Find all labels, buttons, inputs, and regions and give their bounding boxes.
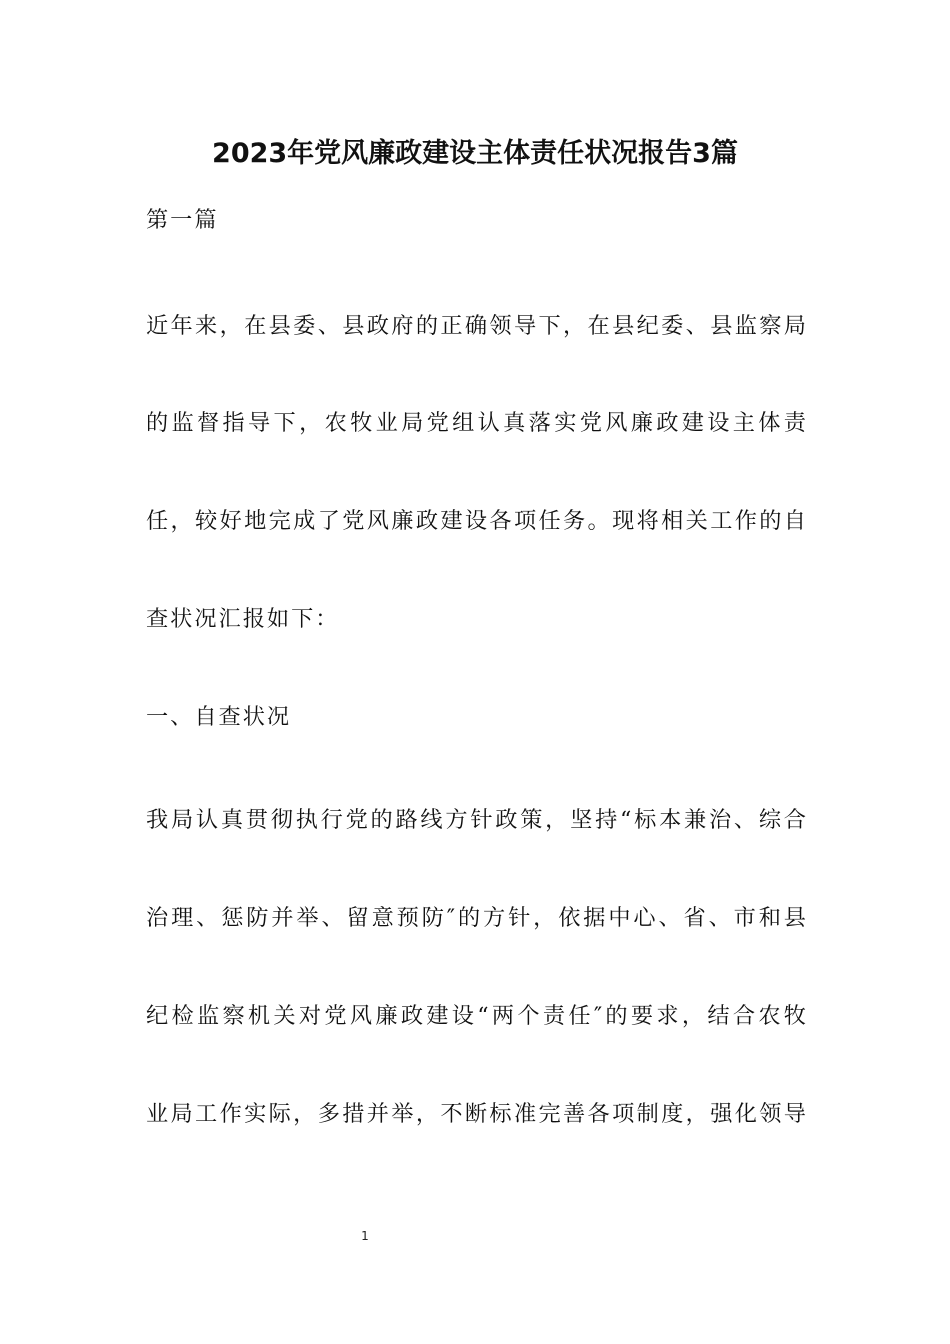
document-title: 2023年党风廉政建设主体责任状况报告3篇 xyxy=(212,138,738,169)
paragraph-line: 纪检监察机关对党风廉政建设“两个责任″的要求，结合农牧 xyxy=(146,1003,806,1029)
paragraph-line: 的监督指导下，农牧业局党组认真落实党风廉政建设主体责 xyxy=(146,410,806,436)
page-number: 1 xyxy=(361,1229,369,1243)
paragraph-line: 我局认真贯彻执行党的路线方针政策，坚持“标本兼治、综合 xyxy=(146,807,806,833)
paragraph-line: 查状况汇报如下： xyxy=(146,606,340,632)
section-heading-first: 第一篇 xyxy=(146,207,219,233)
paragraph-line: 任，较好地完成了党风廉政建设各项任务。现将相关工作的自 xyxy=(146,508,806,534)
paragraph-line: 近年来，在县委、县政府的正确领导下，在县纪委、县监察局 xyxy=(146,313,806,339)
section-heading-self-check: 一、自查状况 xyxy=(146,704,292,730)
paragraph-line: 业局工作实际，多措并举，不断标准完善各项制度，强化领导 xyxy=(146,1101,806,1127)
paragraph-line: 治理、惩防并举、留意预防″的方针，依据中心、省、市和县 xyxy=(146,905,806,931)
